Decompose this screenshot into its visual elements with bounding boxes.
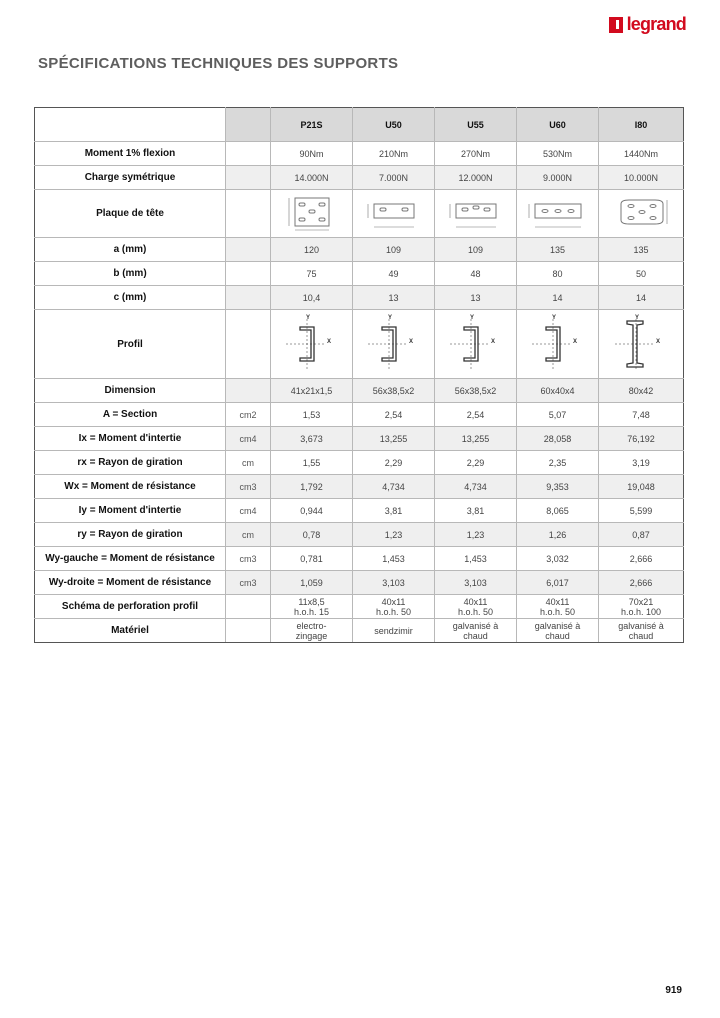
axis-x-label: X xyxy=(326,339,331,345)
page-title: SPÉCIFICATIONS TECHNIQUES DES SUPPORTS xyxy=(38,55,399,72)
cell-value: 5,599 xyxy=(599,499,684,523)
row-label: Iy = Moment d'intertie xyxy=(35,499,226,523)
row-unit: cm4 xyxy=(226,427,271,451)
row-label: Plaque de tête xyxy=(35,190,226,238)
cell-value xyxy=(353,595,435,619)
cell-value: 1,55 xyxy=(271,451,353,475)
profile-c-icon xyxy=(517,310,599,379)
header-unit xyxy=(226,108,271,142)
spec-table xyxy=(34,107,684,643)
table-row-wx xyxy=(35,475,684,499)
row-unit: cm xyxy=(226,523,271,547)
cell-value: 1,26 xyxy=(517,523,599,547)
cell-value: 80x42 xyxy=(599,379,684,403)
cell-value xyxy=(517,619,599,643)
column-header: I80 xyxy=(599,108,684,142)
row-label: Wx = Moment de résistance xyxy=(35,475,226,499)
row-unit xyxy=(226,310,271,379)
row-unit: cm2 xyxy=(226,403,271,427)
cell-value: 0,781 xyxy=(271,547,353,571)
cell-value xyxy=(517,595,599,619)
cell-line: chaud xyxy=(545,630,570,641)
row-label: Moment 1% flexion xyxy=(35,142,226,166)
cell-value: 13 xyxy=(435,286,517,310)
plate-u55-icon xyxy=(435,190,517,238)
legrand-logo xyxy=(609,14,686,35)
cell-value: 80 xyxy=(517,262,599,286)
cell-value: 48 xyxy=(435,262,517,286)
profile-c-icon xyxy=(435,310,517,379)
cell-value: 7,48 xyxy=(599,403,684,427)
cell-value: 1,792 xyxy=(271,475,353,499)
row-unit xyxy=(226,379,271,403)
table-header-row xyxy=(35,108,684,142)
cell-value: 56x38,5x2 xyxy=(353,379,435,403)
cell-value: 4,734 xyxy=(353,475,435,499)
cell-value: 2,54 xyxy=(353,403,435,427)
plate-p21s-icon xyxy=(271,190,353,238)
cell-line: zingage xyxy=(295,630,328,641)
row-unit: cm4 xyxy=(226,499,271,523)
plate-u50-icon xyxy=(353,190,435,238)
table-row-profil xyxy=(35,310,684,379)
cell-value: 75 xyxy=(271,262,353,286)
cell-line: 40x11 xyxy=(545,596,570,607)
table-row-wy-gauche xyxy=(35,547,684,571)
legrand-mark-icon xyxy=(609,17,623,33)
cell-value: 14.000N xyxy=(271,166,353,190)
axis-y-label: Y xyxy=(305,315,310,321)
cell-value: 530Nm xyxy=(517,142,599,166)
cell-value: 2,666 xyxy=(599,547,684,571)
cell-value: 1,23 xyxy=(353,523,435,547)
cell-value: 1,23 xyxy=(435,523,517,547)
table-row-ry xyxy=(35,523,684,547)
column-header: U50 xyxy=(353,108,435,142)
table-row-plaque xyxy=(35,190,684,238)
cell-value: 76,192 xyxy=(599,427,684,451)
row-label: Matériel xyxy=(35,619,226,643)
cell-value: 1,059 xyxy=(271,571,353,595)
cell-line: galvanisé à xyxy=(618,620,664,631)
cell-value: 60x40x4 xyxy=(517,379,599,403)
cell-value: 1440Nm xyxy=(599,142,684,166)
cell-value: 1,53 xyxy=(271,403,353,427)
plate-i80-icon xyxy=(599,190,684,238)
row-unit xyxy=(226,238,271,262)
cell-value: 2,54 xyxy=(435,403,517,427)
axis-y-label: Y xyxy=(635,315,640,321)
cell-value: 7.000N xyxy=(353,166,435,190)
cell-line: 40x11 xyxy=(381,596,406,607)
row-label: c (mm) xyxy=(35,286,226,310)
table-row-section xyxy=(35,403,684,427)
cell-value: 1,453 xyxy=(435,547,517,571)
cell-value xyxy=(271,595,353,619)
cell-value xyxy=(435,619,517,643)
page-number: 919 xyxy=(665,985,682,996)
cell-value: 2,29 xyxy=(353,451,435,475)
cell-value: 135 xyxy=(599,238,684,262)
cell-value: 0,944 xyxy=(271,499,353,523)
row-unit xyxy=(226,619,271,643)
row-label: Profil xyxy=(35,310,226,379)
axis-x-label: X xyxy=(656,339,661,345)
table-row-c-mm xyxy=(35,286,684,310)
cell-value: 10.000N xyxy=(599,166,684,190)
axis-y-label: Y xyxy=(551,315,556,321)
cell-value: 4,734 xyxy=(435,475,517,499)
cell-value: 0,87 xyxy=(599,523,684,547)
cell-value: 3,032 xyxy=(517,547,599,571)
table-row-b-mm xyxy=(35,262,684,286)
table-row-rx xyxy=(35,451,684,475)
cell-line: h.o.h. 50 xyxy=(457,606,494,617)
cell-line: galvanisé à xyxy=(534,620,581,631)
cell-value: 41x21x1,5 xyxy=(271,379,353,403)
cell-value: 28,058 xyxy=(517,427,599,451)
row-label: A = Section xyxy=(35,403,226,427)
row-label: ry = Rayon de giration xyxy=(35,523,226,547)
row-unit xyxy=(226,286,271,310)
cell-line: electro- xyxy=(296,620,327,631)
column-header: P21S xyxy=(271,108,353,142)
cell-value: 1,453 xyxy=(353,547,435,571)
cell-value: 12.000N xyxy=(435,166,517,190)
column-header: U55 xyxy=(435,108,517,142)
axis-x-label: X xyxy=(408,339,413,345)
table-row-wy-droite xyxy=(35,571,684,595)
cell-value xyxy=(271,619,353,643)
cell-value xyxy=(353,619,435,643)
cell-value: 14 xyxy=(517,286,599,310)
cell-value: 2,666 xyxy=(599,571,684,595)
cell-value: 9,353 xyxy=(517,475,599,499)
cell-line: galvanisé à xyxy=(452,620,499,631)
cell-value: 10,4 xyxy=(271,286,353,310)
table-row-materiel xyxy=(35,619,684,643)
cell-value xyxy=(599,619,684,643)
cell-value: 90Nm xyxy=(271,142,353,166)
row-label: Wy-droite = Moment de résistance xyxy=(35,571,226,595)
header-corner xyxy=(35,108,226,142)
cell-value: 3,81 xyxy=(435,499,517,523)
row-unit xyxy=(226,262,271,286)
profile-c-icon xyxy=(271,310,353,379)
cell-value: 56x38,5x2 xyxy=(435,379,517,403)
axis-y-label: Y xyxy=(469,315,474,321)
cell-value: 3,81 xyxy=(353,499,435,523)
cell-value: 6,017 xyxy=(517,571,599,595)
brand-name: legrand xyxy=(626,14,686,34)
table-row-a-mm xyxy=(35,238,684,262)
cell-value: 3,19 xyxy=(599,451,684,475)
cell-value: 210Nm xyxy=(353,142,435,166)
row-unit: cm3 xyxy=(226,571,271,595)
row-label: Charge symétrique xyxy=(35,166,226,190)
cell-value: 9.000N xyxy=(517,166,599,190)
table-row-perforation xyxy=(35,595,684,619)
cell-value: 13,255 xyxy=(353,427,435,451)
plate-u60-icon xyxy=(517,190,599,238)
cell-line: h.o.h. 100 xyxy=(620,606,662,617)
row-unit: cm3 xyxy=(226,547,271,571)
cell-line: sendzimir xyxy=(374,625,413,636)
cell-line: 11x8,5 xyxy=(298,596,325,607)
cell-value: 2,35 xyxy=(517,451,599,475)
cell-value xyxy=(435,595,517,619)
cell-value: 0,78 xyxy=(271,523,353,547)
profile-i-icon xyxy=(599,310,684,379)
cell-value: 120 xyxy=(271,238,353,262)
row-label: Schéma de perforation profil xyxy=(35,595,226,619)
table-row-charge xyxy=(35,166,684,190)
cell-value: 14 xyxy=(599,286,684,310)
cell-value xyxy=(599,595,684,619)
table-row-iy xyxy=(35,499,684,523)
row-unit xyxy=(226,595,271,619)
cell-value: 50 xyxy=(599,262,684,286)
row-unit xyxy=(226,190,271,238)
profile-c-icon xyxy=(353,310,435,379)
row-unit: cm3 xyxy=(226,475,271,499)
cell-value: 2,29 xyxy=(435,451,517,475)
cell-value: 3,103 xyxy=(353,571,435,595)
cell-line: 70x21 xyxy=(628,596,654,607)
cell-line: h.o.h. 50 xyxy=(375,606,412,617)
row-label: rx = Rayon de giration xyxy=(35,451,226,475)
cell-value: 3,103 xyxy=(435,571,517,595)
cell-value: 8,065 xyxy=(517,499,599,523)
axis-x-label: X xyxy=(490,339,495,345)
row-unit xyxy=(226,166,271,190)
axis-x-label: X xyxy=(572,339,577,345)
table-row-dimension xyxy=(35,379,684,403)
cell-line: h.o.h. 50 xyxy=(539,606,576,617)
cell-value: 19,048 xyxy=(599,475,684,499)
cell-line: h.o.h. 15 xyxy=(293,606,330,617)
cell-value: 135 xyxy=(517,238,599,262)
cell-value: 49 xyxy=(353,262,435,286)
row-label: a (mm) xyxy=(35,238,226,262)
table-row-moment-flexion xyxy=(35,142,684,166)
cell-line: 40x11 xyxy=(463,596,488,607)
row-label: Ix = Moment d'intertie xyxy=(35,427,226,451)
row-label: Wy-gauche = Moment de résistance xyxy=(35,547,226,571)
row-label: Dimension xyxy=(35,379,226,403)
row-unit xyxy=(226,142,271,166)
cell-value: 5,07 xyxy=(517,403,599,427)
cell-value: 3,673 xyxy=(271,427,353,451)
column-header: U60 xyxy=(517,108,599,142)
cell-value: 109 xyxy=(435,238,517,262)
axis-y-label: Y xyxy=(387,315,392,321)
row-label: b (mm) xyxy=(35,262,226,286)
cell-line: chaud xyxy=(463,630,488,641)
cell-value: 109 xyxy=(353,238,435,262)
cell-line: chaud xyxy=(628,630,654,641)
cell-value: 13,255 xyxy=(435,427,517,451)
cell-value: 13 xyxy=(353,286,435,310)
cell-value: 270Nm xyxy=(435,142,517,166)
row-unit: cm xyxy=(226,451,271,475)
table-row-ix xyxy=(35,427,684,451)
